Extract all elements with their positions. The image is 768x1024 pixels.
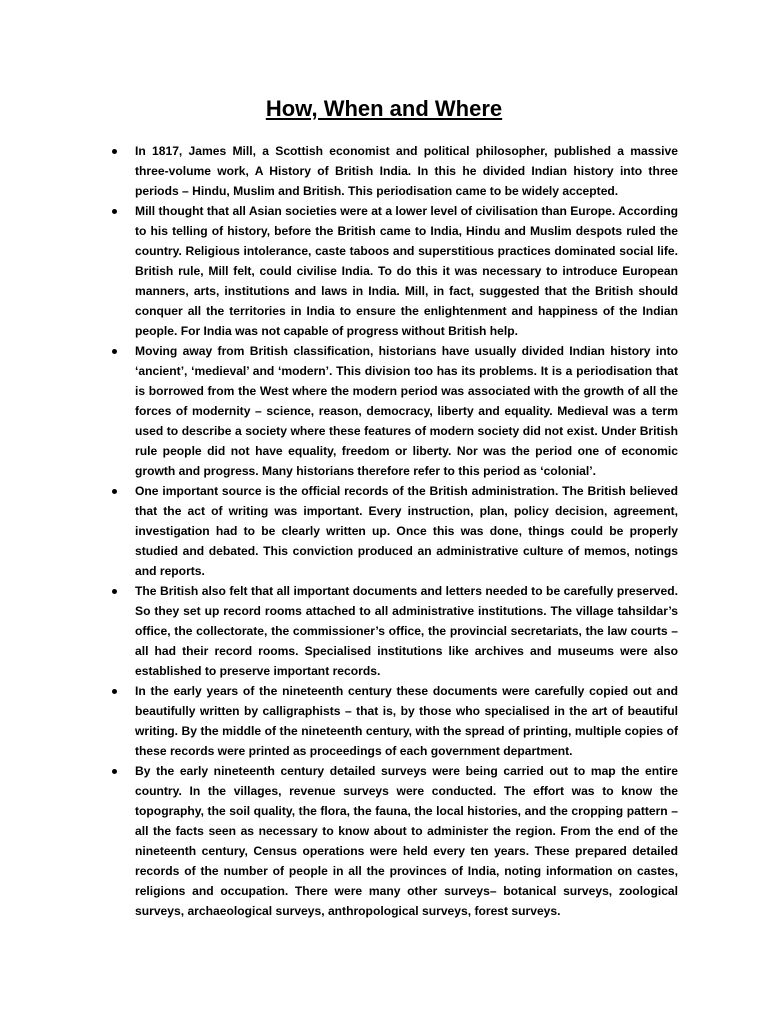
bullet-item-6 bbox=[108, 681, 678, 761]
bullet-dot-icon bbox=[112, 489, 117, 494]
bullet-item-5 bbox=[108, 581, 678, 681]
bullet-item-1 bbox=[108, 141, 678, 201]
bullet-text: One important source is the official records of the British administration. The British believed that the act of writing was important. Every instruction, plan, policy decision, agreement, investigation had to be clearly written up. Once this was done, things could be properly studied and debated. This conviction produced an administrative culture of memos, notings and reports. bbox=[135, 484, 678, 578]
bullet-dot-icon bbox=[112, 149, 117, 154]
bullet-item-3 bbox=[108, 341, 678, 481]
bullet-item-2 bbox=[108, 201, 678, 341]
page-title: How, When and Where bbox=[265, 96, 503, 121]
bullet-item-4 bbox=[108, 481, 678, 581]
bullet-text: Moving away from British classification, historians have usually divided Indian history into ‘ancient’, ‘medieval’ and ‘modern’. This division too has its problems. It is a periodisation that is borrowed from the West where the modern period was associated with the growth of all the forces of modernity – science, reason, democracy, liberty and equality. Medieval was a term used to describe a society where these features of modern society did not exist. Under British rule people did not have equality, freedom or liberty. Nor was the period one of economic growth and progress. Many historians therefore refer to this period as ‘colonial’. bbox=[135, 344, 678, 478]
bullet-dot-icon bbox=[112, 209, 117, 214]
bullet-text: Mill thought that all Asian societies were at a lower level of civilisation than Europe. According to his telling of history, before the British came to India, Hindu and Muslim despots ruled the country. Religious intolerance, caste taboos and superstitious practices dominated social life. British rule, Mill felt, could civilise India. To do this it was necessary to introduce European manners, arts, institutions and laws in India. Mill, in fact, suggested that the British should conquer all the territories in India to ensure the enlightenment and happiness of the Indian people. For India was not capable of progress without British help. bbox=[135, 204, 678, 338]
bullet-text: In the early years of the nineteenth century these documents were carefully copied out and beautifully written by calligraphists – that is, by those who specialised in the art of beautiful writing. By the middle of the nineteenth century, with the spread of printing, multiple copies of these records were printed as proceedings of each government department. bbox=[135, 684, 678, 758]
bullet-text: By the early nineteenth century detailed surveys were being carried out to map the entire country. In the villages, revenue surveys were conducted. The effort was to know the topography, the soil quality, the flora, the fauna, the local histories, and the cropping pattern – all the facts seen as necessary to know about to administer the region. From the end of the nineteenth century, Census operations were held every ten years. These prepared detailed records of the number of people in all the provinces of India, noting information on castes, religions and occupation. There were many other surveys– botanical surveys, zoological surveys, archaeological surveys, anthropological surveys, forest surveys. bbox=[135, 764, 678, 918]
bullet-list bbox=[108, 141, 678, 921]
bullet-text: The British also felt that all important documents and letters needed to be carefully preserved. So they set up record rooms attached to all administrative institutions. The village tahsildar’s office, the collectorate, the commissioner’s office, the provincial secretariats, the law courts – all had their record rooms. Specialised institutions like archives and museums were also established to preserve important records. bbox=[135, 584, 678, 678]
bullet-dot-icon bbox=[112, 589, 117, 594]
bullet-dot-icon bbox=[112, 769, 117, 774]
bullet-text: In 1817, James Mill, a Scottish economist and political philosopher, published a massive three-volume work, A History of British India. In this he divided Indian history into three periods – Hindu, Muslim and British. This periodisation came to be widely accepted. bbox=[135, 144, 678, 198]
bullet-dot-icon bbox=[112, 689, 117, 694]
bullet-item-7 bbox=[108, 761, 678, 921]
bullet-dot-icon bbox=[112, 349, 117, 354]
